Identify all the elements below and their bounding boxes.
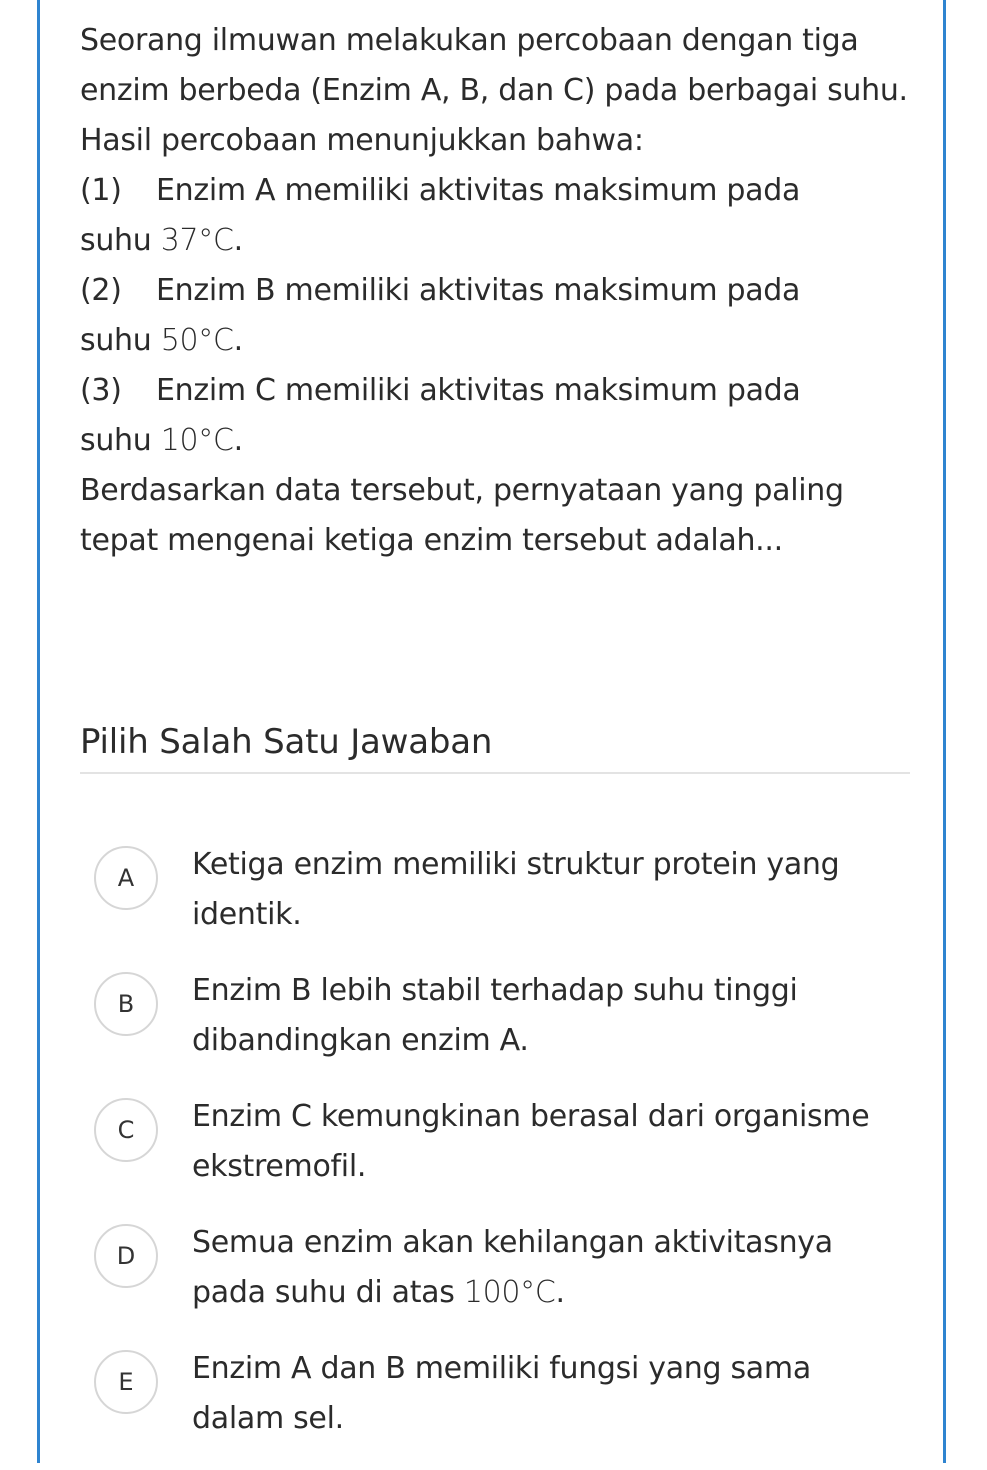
- option-text[interactable]: Enzim B lebih stabil terhadap suhu tinggi dibandingkan enzim A.: [192, 973, 798, 1058]
- option-text-prefix: Semua enzim akan kehilangan aktivitasnya pada suhu di atas: [192, 1225, 833, 1310]
- temperature-value: 100°C: [463, 1275, 556, 1310]
- item-cont-suffix: .: [233, 223, 243, 258]
- question-intro: Seorang ilmuwan melakukan percobaan dengan tiga enzim berbeda (Enzim A, B, dan C) pada berbagai suhu. Hasil percobaan menunjukkan bahwa:: [80, 23, 908, 158]
- option-letter-badge[interactable]: B: [94, 972, 158, 1036]
- item-text: Enzim C memiliki aktivitas maksimum pada: [156, 373, 801, 408]
- item-number: (3): [80, 373, 122, 408]
- option-letter-badge[interactable]: D: [94, 1224, 158, 1288]
- temperature-value: 50°C: [160, 323, 234, 358]
- item-cont-prefix: suhu: [80, 423, 161, 458]
- section-divider: [80, 772, 910, 774]
- item-cont-suffix: .: [233, 423, 243, 458]
- item-cont-suffix: .: [233, 323, 243, 358]
- option-text[interactable]: Ketiga enzim memiliki struktur protein yang identik.: [192, 847, 840, 932]
- option-text[interactable]: Enzim C kemungkinan berasal dari organisme ekstremofil.: [192, 1099, 870, 1184]
- option-letter-badge[interactable]: C: [94, 1098, 158, 1162]
- option-text-suffix: .: [555, 1275, 565, 1310]
- option-e[interactable]: [94, 1344, 910, 1470]
- option-text[interactable]: Enzim A dan B memiliki fungsi yang sama dalam sel.: [192, 1351, 811, 1436]
- item-text: Enzim B memiliki aktivitas maksimum pada: [156, 273, 801, 308]
- option-letter-badge[interactable]: A: [94, 846, 158, 910]
- question-item-3: [80, 366, 910, 466]
- answer-section-title: Pilih Salah Satu Jawaban: [80, 722, 493, 762]
- option-d[interactable]: [94, 1218, 910, 1344]
- question-item-2: [80, 266, 910, 366]
- option-a[interactable]: [94, 840, 910, 966]
- item-cont-prefix: suhu: [80, 223, 161, 258]
- temperature-value: 10°C: [160, 423, 234, 458]
- item-cont-prefix: suhu: [80, 323, 161, 358]
- option-letter-badge[interactable]: E: [94, 1350, 158, 1414]
- option-b[interactable]: [94, 966, 910, 1092]
- item-number: (1): [80, 173, 122, 208]
- answer-options: [94, 840, 910, 1470]
- question-body: [80, 16, 910, 566]
- option-text[interactable]: [192, 1218, 892, 1318]
- question-prompt: Berdasarkan data tersebut, pernyataan yang paling tepat mengenai ketiga enzim tersebut adalah...: [80, 473, 844, 558]
- card-left-border: [37, 0, 40, 1463]
- question-item-1: [80, 166, 910, 266]
- item-text: Enzim A memiliki aktivitas maksimum pada: [156, 173, 801, 208]
- option-c[interactable]: [94, 1092, 910, 1218]
- temperature-value: 37°C: [160, 223, 234, 258]
- item-number: (2): [80, 273, 122, 308]
- card-right-border: [943, 0, 946, 1463]
